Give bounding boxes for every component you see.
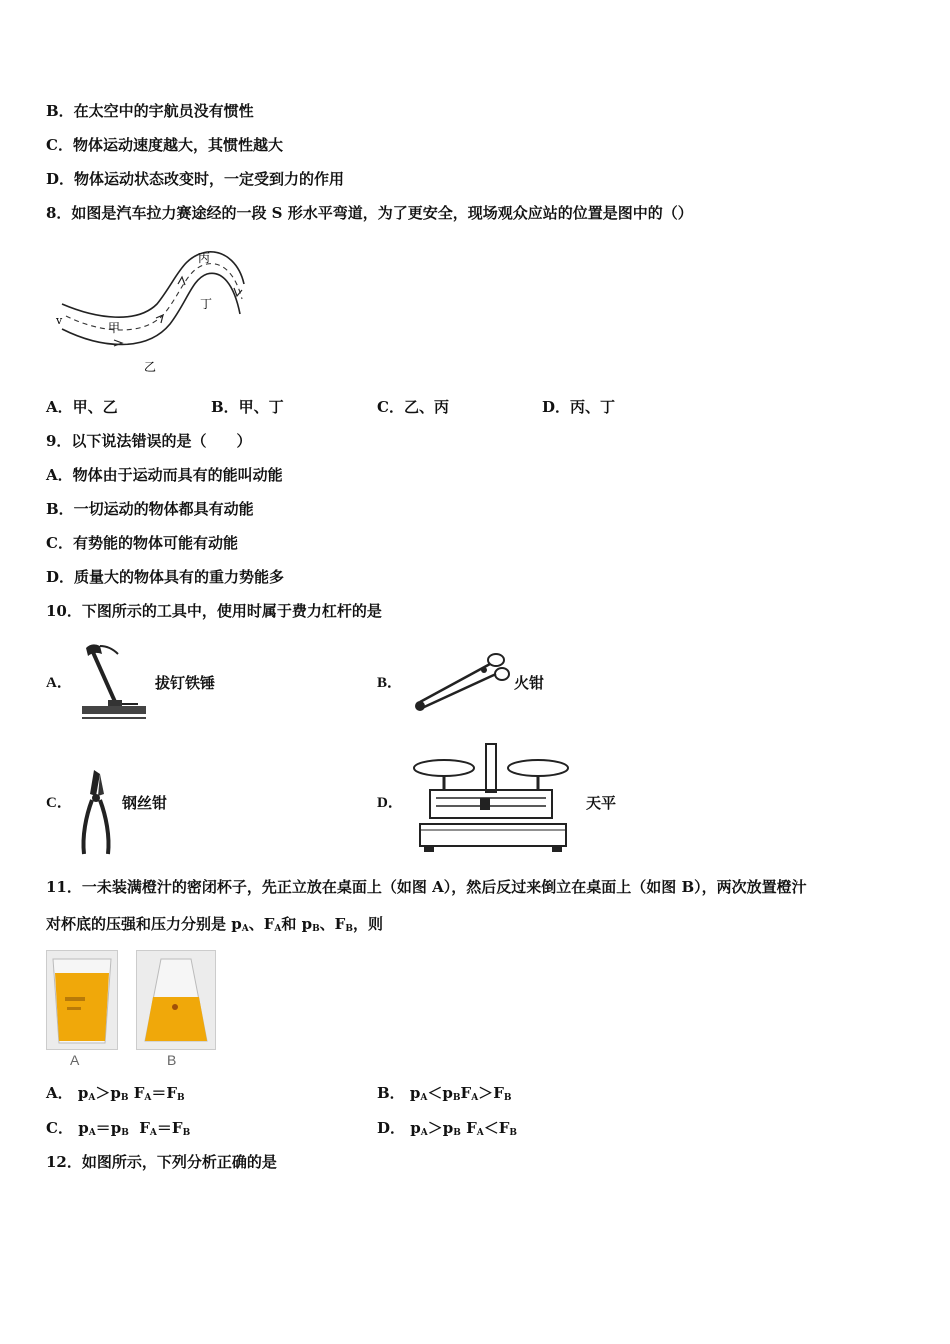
q12-stem: 12．如图所示，下列分析正确的是	[46, 1153, 277, 1171]
q10-option-b-name: 火钳	[514, 674, 545, 692]
q7-option-c: C．物体运动速度越大，其惯性越大	[46, 136, 283, 154]
q9-option-a: A．物体由于运动而具有的能叫动能	[46, 466, 283, 484]
q8-option-b: B．甲、丁	[211, 398, 284, 416]
label-v: v	[56, 314, 63, 327]
q9-option-b: B．一切运动的物体都具有动能	[46, 500, 254, 518]
cup-a-photo	[46, 950, 118, 1050]
q11-stem-line2: 对杯底的压强和压力分别是 $p_A$、$F_A$和 $p_B$、$F_B$，则	[46, 915, 383, 934]
q9-stem: 9．以下说法错误的是（ ）	[46, 432, 252, 450]
q9-option-c: C．有势能的物体可能有动能	[46, 534, 238, 552]
q7-option-d: D．物体运动状态改变时，一定受到力的作用	[46, 170, 345, 188]
q10-option-c-name: 钢丝钳	[122, 794, 168, 812]
label-ding: 丁	[200, 297, 213, 311]
q10-option-a-label: A．	[46, 675, 72, 691]
q8-option-d: D．丙、丁	[542, 398, 616, 416]
q11-option-d: D． $p_A>p_B$ $F_A<F_B$	[377, 1119, 518, 1138]
q11-option-b: B． $p_A<p_BF_A>F_B$	[377, 1084, 512, 1103]
label-jia: 甲	[108, 321, 121, 335]
q9-option-d: D．质量大的物体具有的重力势能多	[46, 568, 285, 586]
q8-stem: 8．如图是汽车拉力赛途经的一段 S 形水平弯道，为了更安全，现场观众应站的位置是图中的（）	[46, 204, 693, 222]
cup-a-label: A	[70, 1052, 80, 1068]
arrow-icon	[178, 277, 185, 285]
balance-scale-icon	[410, 740, 580, 860]
q10-option-c-label: C．	[46, 795, 72, 811]
claw-hammer-icon	[78, 640, 150, 722]
q10-option-b-label: B．	[377, 675, 403, 691]
cup-b-label: B	[167, 1052, 177, 1068]
s-curve-road-figure	[52, 244, 252, 379]
q8-option-a: A．甲、乙	[46, 398, 118, 416]
fire-tongs-icon	[410, 646, 512, 716]
q11-option-a: A． $p_A>p_B$ $F_A=F_B$	[46, 1084, 185, 1103]
q10-option-d-name: 天平	[586, 794, 617, 812]
q8-option-c: C．乙、丙	[377, 398, 449, 416]
q11-option-c: C． $p_A=p_B$ $F_A=F_B$	[46, 1119, 191, 1138]
cup-b-photo	[136, 950, 216, 1050]
label-bing: 丙	[198, 251, 211, 265]
wire-pliers-icon	[76, 766, 118, 858]
q11-stem-line1: 11．一未装满橙汁的密闭杯子，先正立放在桌面上（如图 A），然后反过来倒立在桌面上（如图 B），两次放置橙汁	[46, 878, 807, 896]
q7-option-b: B．在太空中的宇航员没有惯性	[46, 102, 254, 120]
label-yi: 乙	[144, 360, 157, 374]
q10-option-d-label: D．	[377, 795, 403, 811]
q10-stem: 10．下图所示的工具中，使用时属于费力杠杆的是	[46, 602, 382, 620]
q10-option-a-name: 拔钉铁锤	[155, 674, 216, 692]
